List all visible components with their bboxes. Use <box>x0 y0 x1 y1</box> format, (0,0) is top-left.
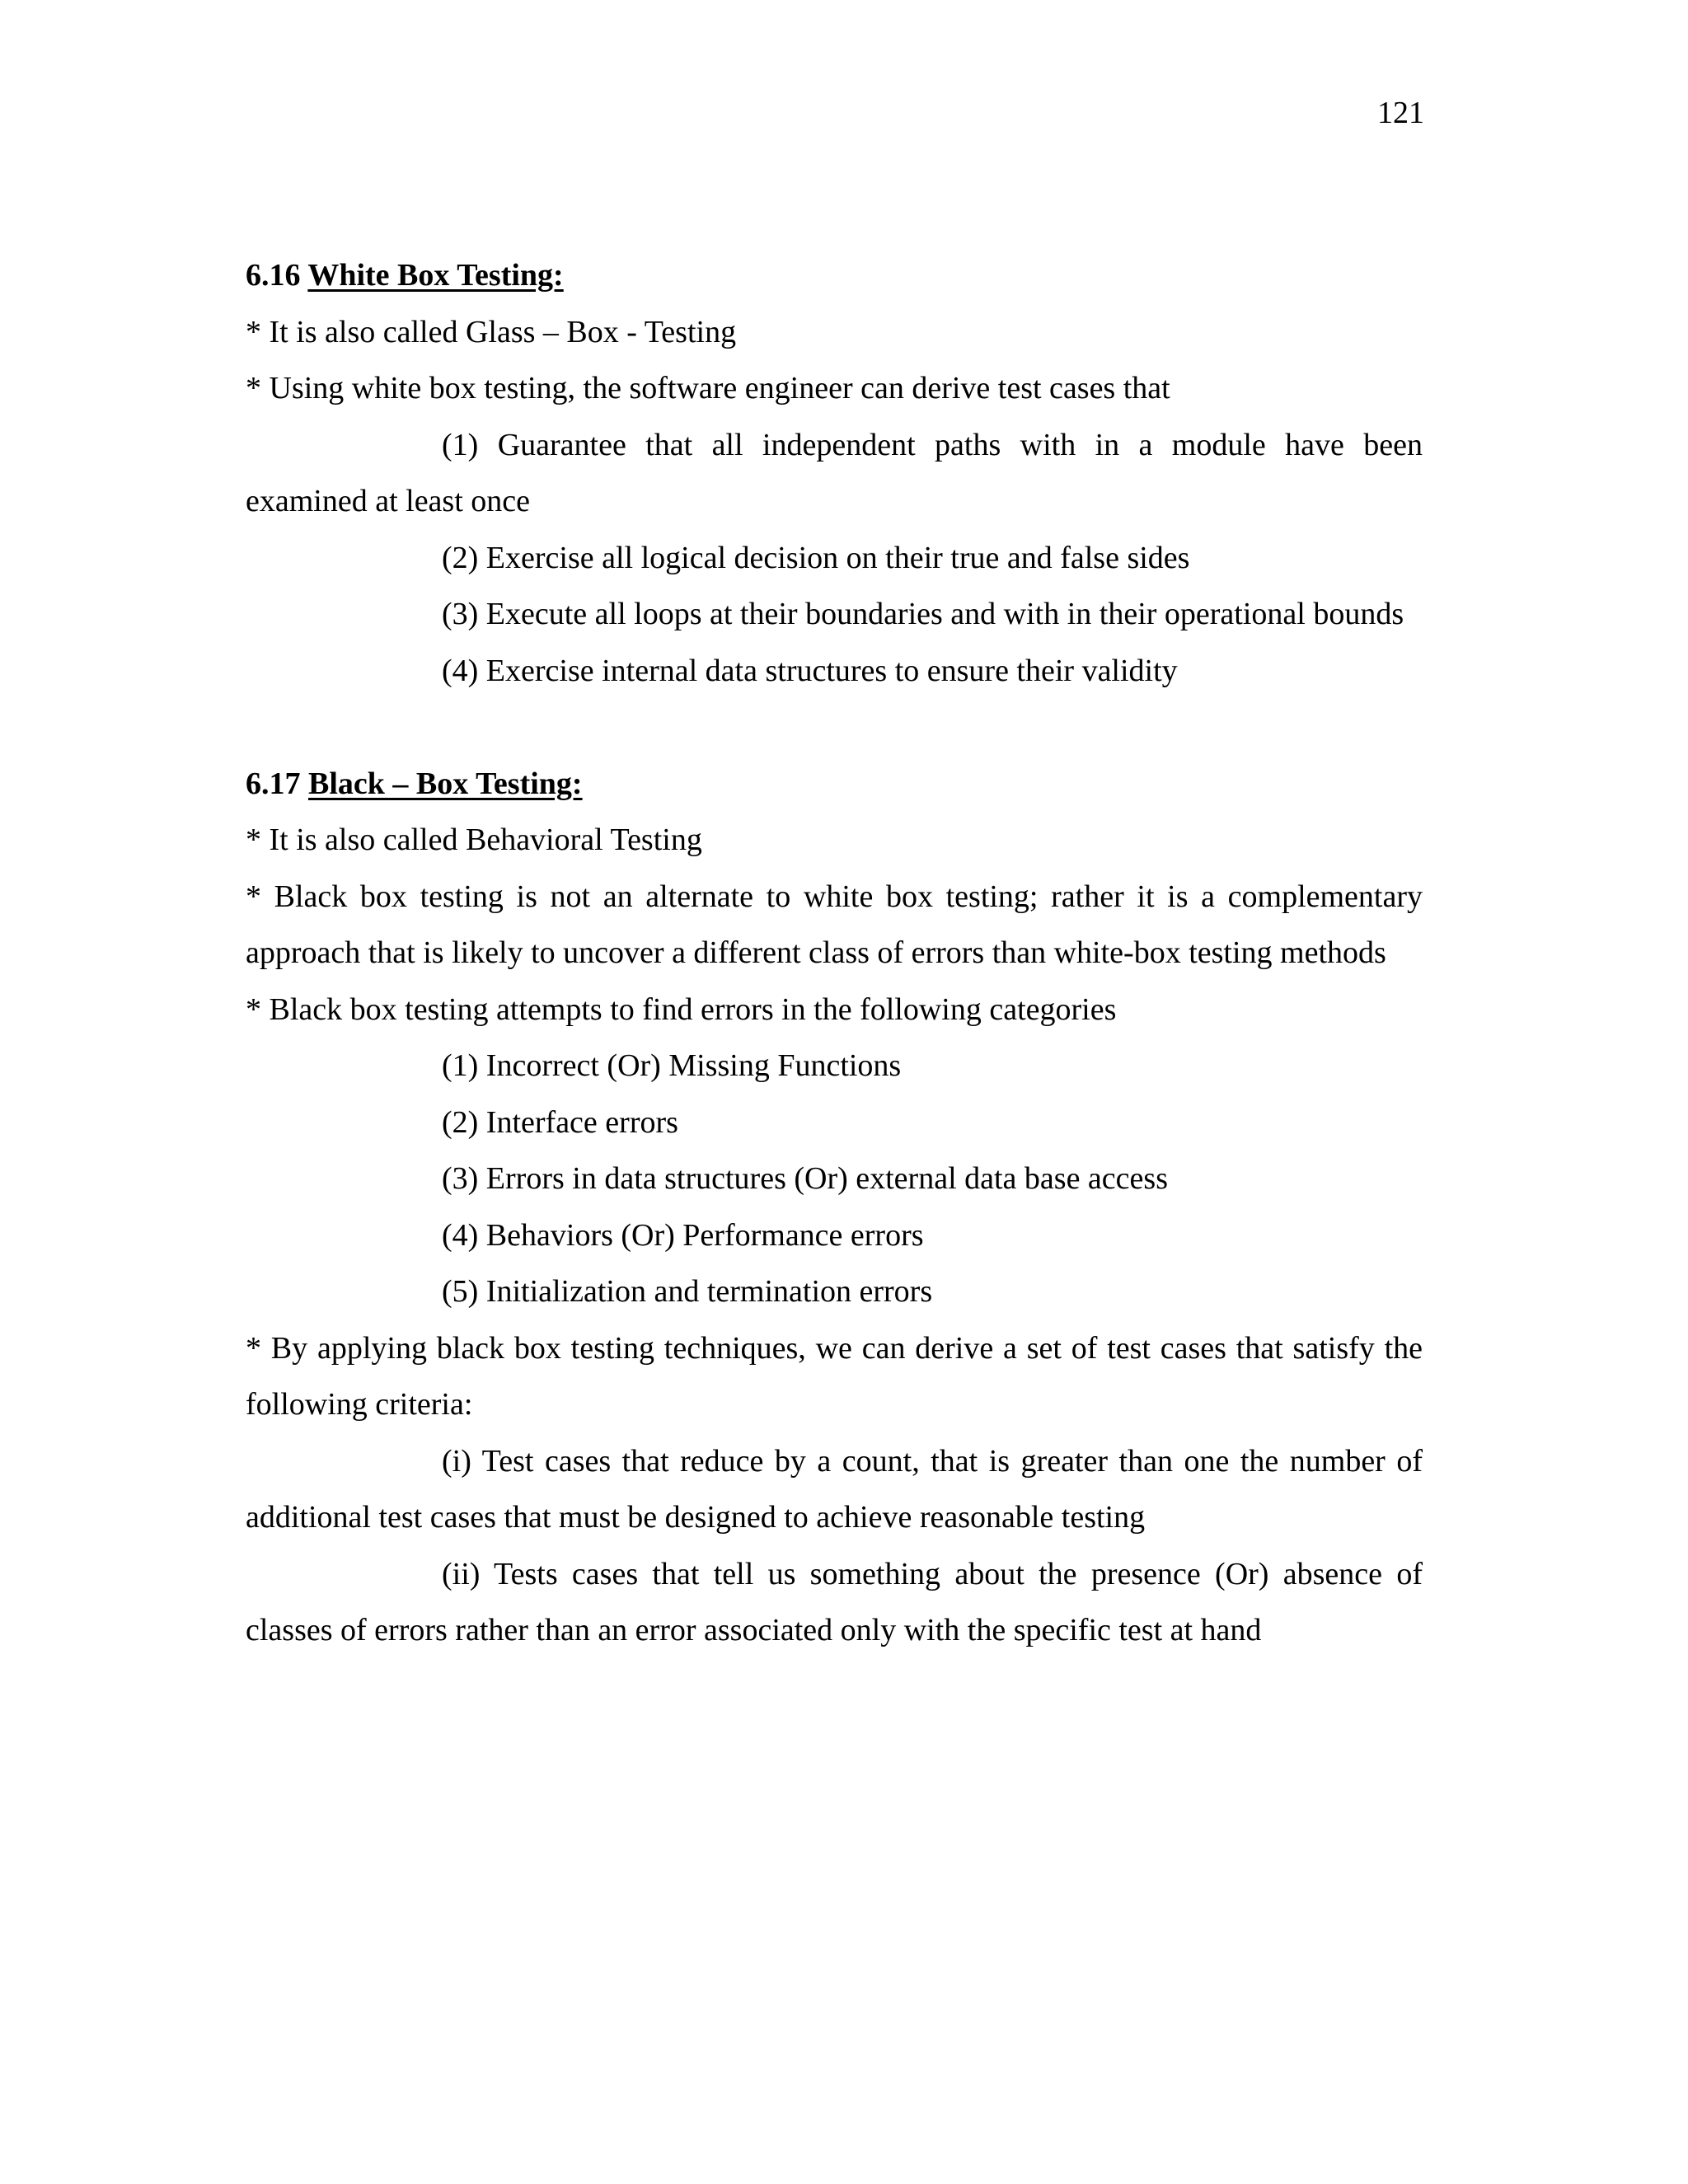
section-number: 6.16 <box>246 258 301 293</box>
bullet-error-categories: * Black box testing attempts to find errors in the following categories <box>246 991 1117 1027</box>
bullet-derive-test-cases: * Using white box testing, the software engineer can derive test cases that <box>246 371 1170 405</box>
section-title: Black – Box Testing: <box>308 766 583 801</box>
category-item-5: (5) Initialization and termination errors <box>442 1274 933 1309</box>
section-heading-black-box <box>246 756 1423 813</box>
section-title: White Box Testing: <box>307 258 564 293</box>
bullet-criteria: * By applying black box testing techniques, we can derive a set of test cases that satisfy the following criteria: <box>246 1330 1423 1422</box>
bullet-behavioral-testing: * It is also called Behavioral Testing <box>246 823 702 857</box>
criteria-item-1: (i) Test cases that reduce by a count, that is greater than one the number of additional test cases that must be designed to achieve reasonable testing <box>246 1443 1423 1535</box>
white-box-item-1: (1) Guarantee that all independent paths with in a module have been examined at least once <box>246 427 1423 518</box>
category-item-2: (2) Interface errors <box>442 1104 678 1140</box>
white-box-item-2: (2) Exercise all logical decision on their true and false sides <box>442 540 1190 575</box>
white-box-item-3: (3) Execute all loops at their boundaries and with in their operational bounds <box>442 597 1404 631</box>
section-number: 6.17 <box>246 766 301 801</box>
criteria-item-2: (ii) Tests cases that tell us something about the presence (Or) absence of classes of errors rather than an error associated only with the specific test at hand <box>246 1556 1423 1647</box>
category-item-4: (4) Behaviors (Or) Performance errors <box>442 1217 924 1253</box>
bullet-complementary-approach: * Black box testing is not an alternate to white box testing; rather it is a complementary approach that is likely to uncover a different class of errors than white-box testing methods <box>246 879 1423 970</box>
section-spacer <box>246 699 1423 756</box>
page-number: 121 <box>1377 96 1424 130</box>
bullet-glass-box: * It is also called Glass – Box - Testing <box>246 314 737 349</box>
section-heading-white-box <box>246 247 1423 304</box>
category-item-1: (1) Incorrect (Or) Missing Functions <box>442 1048 902 1083</box>
category-item-3: (3) Errors in data structures (Or) external data base access <box>442 1161 1168 1196</box>
document-body <box>246 247 1423 1659</box>
white-box-item-4: (4) Exercise internal data structures to ensure their validity <box>442 653 1178 688</box>
